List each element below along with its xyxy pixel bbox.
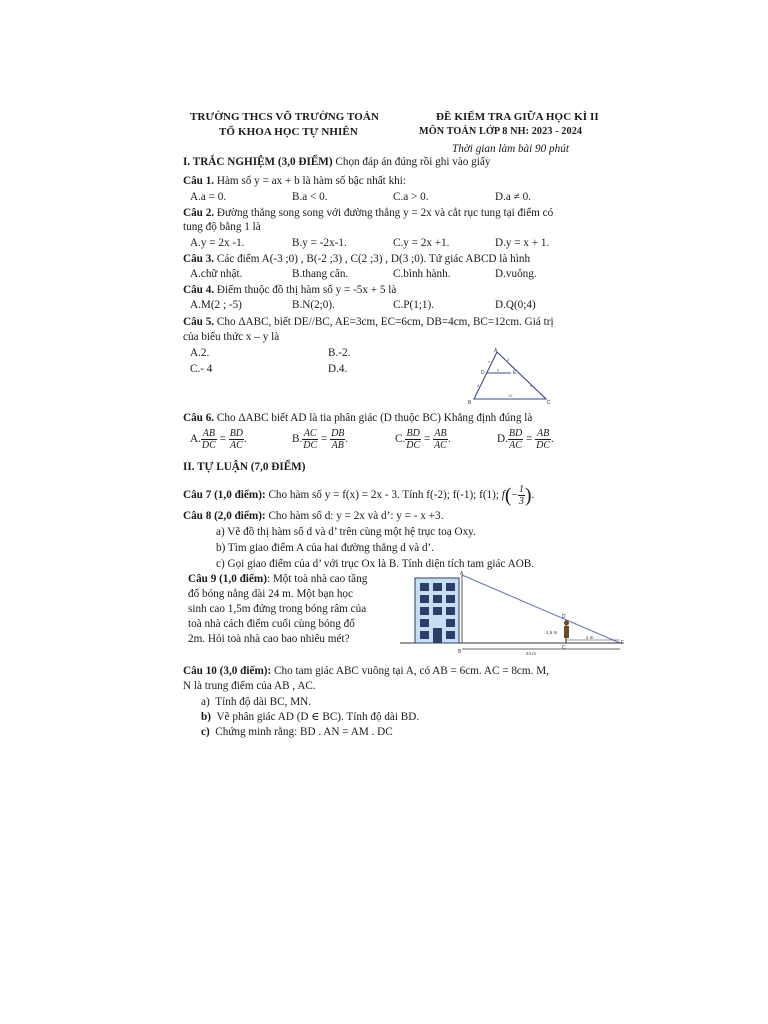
q2-option-c: C.y = 2x +1.	[393, 237, 450, 249]
question-label: Câu 5.	[183, 316, 215, 328]
part1-heading: I. TRẮC NGHIỆM (3,0 ĐIỂM)	[183, 156, 333, 168]
fraction: $\frac{AB}{AC}$	[434, 428, 447, 451]
label-a: A	[460, 571, 464, 577]
q1-option-a: A.a = 0.	[190, 191, 227, 203]
label-d: D	[562, 614, 566, 620]
question-text: Cho ΔABC biết AD là tia phân giác (D thuộc BC) Khẳng định đúng là	[216, 412, 533, 424]
q6-option-d: D. $\frac{BD}{AC}$ = $\frac{AB}{DC}$ .	[497, 428, 554, 451]
q3-option-b: B.thang cân.	[292, 268, 349, 280]
fraction: $\frac{1}{3}$	[518, 484, 524, 507]
fraction: $\frac{BD}{DC}$	[406, 428, 421, 451]
fraction: $\frac{BD}{AC}$	[229, 428, 244, 451]
q9-building-figure	[398, 570, 628, 656]
question-6	[183, 411, 532, 425]
q8-item-b: b) Tìm giao điểm A của hai đường thẳng d và d’.	[216, 542, 435, 554]
label-height: 1,5 m	[546, 630, 558, 635]
q5-triangle-figure	[466, 347, 558, 407]
q9-line: toà nhà cách điểm cuối cùng bóng đổ	[188, 618, 355, 630]
label-e: E	[621, 640, 625, 646]
q9-line: sinh cao 1,5m đứng trong bóng râm của	[188, 603, 367, 615]
question-text: Các điểm A(-3 ;0) , B(-2 ;3) , C(2 ;3) , D(3 ;0). Tứ giác ABCD là hình	[216, 253, 531, 265]
q4-option-a: A.M(2 ; -5)	[190, 299, 242, 311]
department-name: TỔ KHOA HỌC TỰ NHIÊN	[219, 126, 358, 138]
question-label: Câu 10 (3,0 điểm):	[183, 665, 272, 677]
question-label: Câu 1.	[183, 175, 215, 187]
label-y: y	[497, 367, 499, 372]
exam-time: Thời gian làm bài 90 phút	[452, 143, 569, 155]
question-5	[183, 315, 554, 329]
q6-option-c: C. $\frac{BD}{DC}$ = $\frac{AB}{AC}$ .	[395, 428, 451, 451]
school-name: TRƯỜNG THCS VÕ TRƯỜNG TOẢN	[190, 111, 380, 123]
label-d: D	[481, 370, 485, 376]
fraction: $\frac{AB}{DC}$	[536, 428, 551, 451]
fraction: $\frac{AC}{DC}$	[303, 428, 318, 451]
label-x: x	[488, 359, 490, 364]
student-icon	[564, 626, 569, 638]
question-3	[183, 252, 530, 266]
q6-option-b: B. $\frac{AC}{DC}$ = $\frac{DB}{AB}$ .	[292, 428, 349, 451]
exam-subject: MÔN TOÁN LỚP 8 NH: 2023 - 2024	[419, 126, 583, 137]
label-short: 2 m	[586, 635, 594, 640]
question-label: Câu 4.	[183, 284, 215, 296]
q5-option-d: D.4.	[328, 363, 348, 375]
question-text: Điểm thuộc đồ thị hàm số y = -5x + 5 là	[216, 284, 397, 296]
q2-option-a: A.y = 2x -1.	[190, 237, 245, 249]
label-c: C	[562, 645, 566, 651]
label-long: 24 m	[526, 651, 537, 656]
label-c: C	[547, 400, 551, 406]
question-label: Câu 7 (1,0 điểm):	[183, 489, 266, 502]
question-2-cont: tung độ bằng 1 là	[183, 221, 261, 233]
part1-heading-line	[183, 155, 490, 169]
q4-option-d: D.Q(0;4)	[495, 299, 536, 311]
q3-option-a: A.chữ nhật.	[190, 268, 243, 280]
label-b: B	[468, 400, 472, 406]
question-label: Câu 2.	[183, 207, 215, 219]
essay-question-8	[183, 509, 443, 523]
q8-item-a: a) Vẽ đồ thị hàm số d và d’ trên cùng một hệ trục toạ Oxy.	[216, 526, 476, 538]
triangle-abc	[474, 352, 546, 399]
essay-question-10	[183, 664, 549, 678]
question-2	[183, 206, 553, 220]
q9-line: 2m. Hỏi toà nhà cao bao nhiêu mét?	[188, 633, 350, 645]
q2-option-d: D.y = x + 1.	[495, 237, 550, 249]
sun-ray-line	[462, 575, 620, 643]
question-10-cont: N là trung điểm của AB , AC.	[183, 680, 316, 692]
q3-option-d: D.vuông.	[495, 268, 537, 280]
q1-option-b: B.a < 0.	[292, 191, 328, 203]
label-ec: 6	[530, 383, 533, 388]
question-text: Hàm số y = ax + b là hàm số bậc nhất khi:	[216, 175, 406, 187]
q1-option-c: C.a > 0.	[393, 191, 429, 203]
question-label: Câu 8 (2,0 điểm):	[183, 510, 266, 522]
fraction: $\frac{BD}{AC}$	[508, 428, 523, 451]
q4-option-b: B.N(2;0).	[292, 299, 335, 311]
essay-question-7: Câu 7 (1,0 điểm): Cho hàm số y = f(x) = 2x - 3. Tính f(-2); f(-1); f(1); f(− $\frac{1}{3}$ ).	[183, 484, 535, 507]
q8-item-c: c) Gọi giao điểm của d’ với trục Ox là B. Tính diện tích tam giác AOB.	[216, 558, 535, 570]
label-a: A	[494, 348, 498, 354]
question-label: Câu 6.	[183, 412, 215, 424]
q6-option-a: A. $\frac{AB}{DC}$ = $\frac{BD}{AC}$ .	[190, 428, 247, 451]
q2-option-b: B.y = -2x-1.	[292, 237, 347, 249]
q3-option-c: C.bình hành.	[393, 268, 451, 280]
q10-item-b: b) Vẽ phân giác AD (D ∈ BC). Tính độ dài BD.	[201, 711, 420, 723]
question-text: Cho tam giác ABC vuông tại A, có AB = 6cm. AC = 8cm. M,	[274, 665, 549, 677]
q1-option-d: D.a ≠ 0.	[495, 191, 531, 203]
essay-question-9: Câu 9 (1,0 điểm): Một toà nhà cao tầng	[188, 573, 368, 585]
question-label: Câu 3.	[183, 253, 215, 265]
fraction: $\frac{AB}{DC}$	[201, 428, 216, 451]
question-5-cont: của biểu thức x – y là	[183, 331, 280, 343]
q9-line: đổ bóng nắng dài 24 m. Một bạn học	[188, 588, 353, 600]
q10-item-c: c) Chứng minh rằng: BD . AN = AM . DC	[201, 726, 393, 738]
question-text: Cho ΔABC, biết DE//BC, AE=3cm, EC=6cm, DB=4cm, BC=12cm. Giá trị	[216, 316, 554, 328]
question-text: Cho hàm số d: y = 2x và d’: y = - x +3.	[268, 510, 444, 522]
label-ae: 3	[507, 357, 510, 362]
question-label: Câu 9 (1,0 điểm)	[188, 573, 267, 585]
part1-instruction: Chọn đáp án đúng rồi ghi vào giấy	[335, 156, 491, 168]
part2-heading: II. TỰ LUẬN (7,0 ĐIỂM)	[183, 461, 306, 473]
question-1	[183, 174, 406, 188]
q5-option-a: A.2.	[190, 347, 210, 359]
question-4	[183, 283, 396, 297]
label-b: B	[458, 649, 462, 655]
exam-title: ĐỀ KIỂM TRA GIỮA HỌC KÌ II	[436, 111, 599, 123]
question-text: Đường thẳng song song với đường thẳng y = 2x và cắt rục tung tại điểm có	[216, 207, 554, 219]
label-db: 4	[477, 383, 480, 388]
q10-item-a: a) Tính độ dài BC, MN.	[201, 696, 312, 708]
label-bc: 12	[508, 393, 513, 398]
question-text: Cho hàm số y = f(x) = 2x - 3. Tính f(-2); f(-1); f(1);	[268, 489, 499, 502]
q5-option-c: C.- 4	[190, 363, 213, 375]
label-e: E	[513, 370, 517, 376]
q4-option-c: C.P(1;1).	[393, 299, 435, 311]
q5-option-b: B.-2.	[328, 347, 351, 359]
fraction: $\frac{DB}{AB}$	[331, 428, 345, 451]
